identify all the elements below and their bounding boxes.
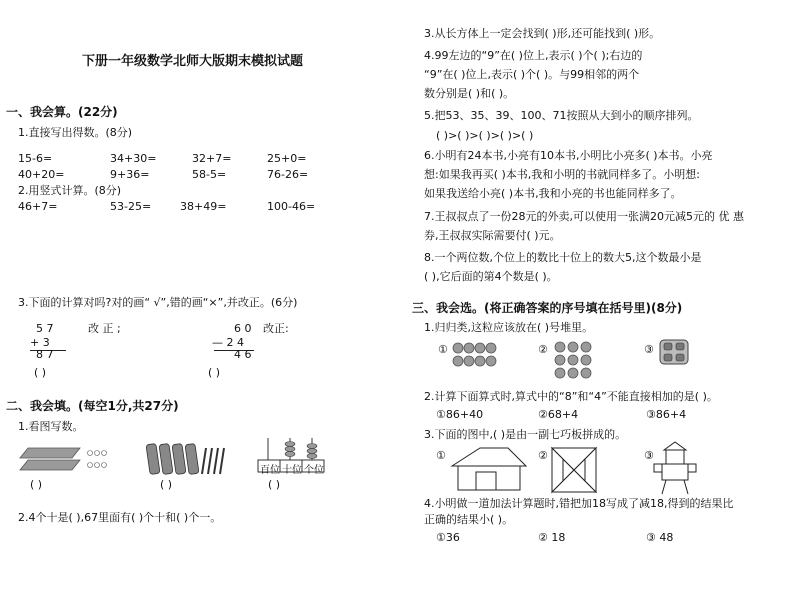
- vertical-top: 6 0: [234, 322, 252, 335]
- question-1-1: 1.直接写出得数。(8分): [18, 126, 133, 139]
- option-label: ③: [644, 343, 654, 356]
- question-2-4-line3: 数分别是( )和( )。: [424, 87, 515, 100]
- answer-paren: ( ): [30, 478, 43, 491]
- calc-item: 100-46=: [267, 200, 316, 213]
- option-label: ②: [538, 343, 548, 356]
- option-label: ③: [644, 449, 654, 462]
- option-label: ②68+4: [538, 408, 579, 421]
- circle-group-icon: [452, 342, 496, 370]
- question-1-3: 3.下面的计算对吗?对的画“ √”,错的画“×”,并改正。(6分): [18, 296, 298, 309]
- abacus-label: 个位: [304, 465, 324, 476]
- question-1-2: 2.用竖式计算。(8分): [18, 184, 122, 197]
- calc-item: 34+30=: [110, 152, 157, 165]
- robot-figure-icon: [652, 440, 698, 496]
- question-3-4-line2: 正确的结果小( )。: [424, 513, 514, 526]
- page-title: 下册一年级数学北师大版期末模拟试题: [82, 54, 304, 69]
- question-2-2: 2.4个十是( ),67里面有( )个十和( )个一。: [18, 511, 222, 524]
- calc-item: 76-26=: [267, 168, 309, 181]
- calc-item: 53-25=: [110, 200, 152, 213]
- calc-item: 15-6=: [18, 152, 53, 165]
- answer-paren: ( ): [34, 366, 47, 379]
- answer-paren: ( ): [208, 366, 221, 379]
- square-group-icon: [660, 340, 690, 366]
- fix-label: 改 正 ;: [88, 322, 121, 335]
- abacus-label: 百位: [260, 465, 280, 476]
- hundred-flats-icon: [20, 444, 120, 478]
- vertical-op: — 2 4: [212, 336, 244, 349]
- question-3-3: 3.下面的图中,( )是由一副七巧板拼成的。: [424, 428, 627, 441]
- tangram-fish-icon: [550, 446, 598, 494]
- calc-item: 32+7=: [192, 152, 232, 165]
- section-1-heading: 一、我会算。(22分): [6, 105, 118, 119]
- order-blanks: ( )>( )>( )>( )>( ): [436, 129, 534, 142]
- abacus-label: 十位: [282, 465, 302, 476]
- calc-item: 40+20=: [18, 168, 65, 181]
- option-label: ②: [538, 449, 548, 462]
- option-label: ①86+40: [436, 408, 484, 421]
- section-3-heading: 三、我会选。(将正确答案的序号填在括号里)(8分): [412, 301, 683, 315]
- question-3-4-line1: 4.小明做一道加法计算题时,错把加18写成了减18,得到的结果比: [424, 497, 734, 510]
- calc-item: 25+0=: [267, 152, 307, 165]
- option-label: ①: [438, 343, 448, 356]
- vertical-top: 5 7: [36, 322, 54, 335]
- calc-item: 46+7=: [18, 200, 58, 213]
- question-2-4-line1: 4.99左边的“9”在( )位上,表示( )个( );右边的: [424, 49, 643, 62]
- flower-group-icon: [554, 341, 594, 381]
- question-2-1: 1.看图写数。: [18, 420, 84, 433]
- question-3-2: 2.计算下面算式时,算式中的“8”和“4”不能直接相加的是( )。: [424, 390, 718, 403]
- house-icon: [450, 446, 530, 492]
- vertical-result: 8 7: [36, 348, 54, 361]
- answer-paren: ( ): [160, 478, 173, 491]
- vertical-result: 4 6: [234, 348, 252, 361]
- question-2-4-line2: “9”在( )位上,表示( )个( )。与99相邻的两个: [424, 68, 640, 81]
- question-3-1: 1.归归类,这粒应该放在( )号堆里。: [424, 321, 594, 334]
- option-label: ③ 48: [646, 531, 674, 544]
- question-2-7-line1: 7.王叔叔点了一份28元的外卖,可以使用一张满20元减5元的 优 惠: [424, 210, 744, 223]
- calc-item: 9+36=: [110, 168, 150, 181]
- section-2-heading: 二、我会填。(每空1分,共27分): [6, 399, 179, 413]
- answer-paren: ( ): [268, 478, 281, 491]
- question-2-8-line1: 8.一个两位数,个位上的数比十位上的数大5,这个数最小是: [424, 251, 702, 264]
- question-2-8-line2: ( ),它后面的第4个数是( )。: [424, 270, 558, 283]
- question-2-6-line3: 如果我送给小亮( )本书,我和小亮的书也能同样多了。: [424, 187, 682, 200]
- option-label: ①36: [436, 531, 460, 544]
- option-label: ①: [436, 449, 446, 462]
- stick-bundles-icon: [144, 440, 234, 480]
- question-2-7-line2: 券,王叔叔实际需要付( )元。: [424, 229, 561, 242]
- option-label: ② 18: [538, 531, 566, 544]
- vertical-op: + 3: [30, 336, 50, 349]
- fix-label: 改正:: [263, 322, 289, 335]
- question-2-5: 5.把53、35、39、100、71按照从大到小的顺序排列。: [424, 109, 699, 122]
- question-2-6-line1: 6.小明有24本书,小亮有10本书,小明比小亮多( )本书。小亮: [424, 149, 713, 162]
- option-label: ③86+4: [646, 408, 687, 421]
- question-2-3: 3.从长方体上一定会找到( )形,还可能找到( )形。: [424, 27, 661, 40]
- calc-item: 58-5=: [192, 168, 227, 181]
- calc-item: 38+49=: [180, 200, 227, 213]
- question-2-6-line2: 想:如果我再买( )本书,我和小明的书就同样多了。小明想:: [424, 168, 700, 181]
